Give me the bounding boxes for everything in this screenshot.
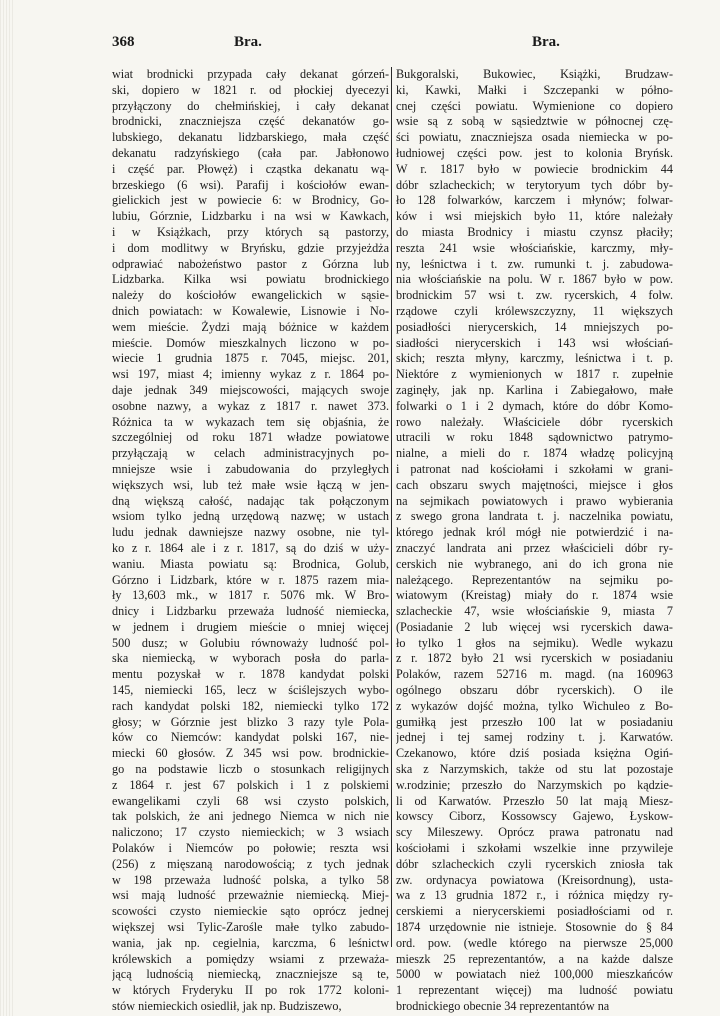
text-line: 1874 urzędownie nie istnieje. Stosownie do § 84 bbox=[396, 920, 673, 935]
text-line: W r. 1817 było w powiecie brodnickim 44 bbox=[396, 161, 673, 176]
text-line: przyłączony do chełmińskiej, i cały dekanat bbox=[112, 98, 389, 113]
text-line: którego jednak król mógł nie potwierdzić i na- bbox=[396, 525, 673, 540]
text-line: osobne nazwy, a wykaz z 1817 r. nawet 373. bbox=[112, 398, 389, 413]
text-line: ło 128 folwarków, karczem i młynów; folwar- bbox=[396, 193, 673, 208]
text-line: gumiłką jest przeszło 100 lat w posiadaniu bbox=[396, 714, 673, 729]
text-line: ord. pow. (wedle którego na pierwsze 25,000 bbox=[396, 935, 673, 950]
text-line: 500 dusz; w Golubiu równoważy ludność pol- bbox=[112, 635, 389, 650]
text-line: Polaków, razem 52716 m. magd. (na 160963 bbox=[396, 667, 673, 682]
text-line: stów niemieckich osiedlił, jak np. Budziszewo, bbox=[112, 999, 342, 1014]
text-line: dnicy i Lidzbarku przeważa ludność niemiecka, bbox=[112, 604, 389, 619]
text-line: Niektóre z wymienionych w 1817 r. zupełnie bbox=[396, 367, 673, 382]
text-line: ska niemiecką, w wyborach posła do parla- bbox=[112, 651, 389, 666]
text-line: cerskich nie wybranego, ani do ich grona nie bbox=[396, 556, 673, 571]
text-line: wsie są z sobą w sąsiedztwie w północnej czę- bbox=[396, 114, 673, 129]
page-edge bbox=[0, 0, 14, 1016]
text-line: w których Fryderyku II po rok 1772 koloni- bbox=[112, 983, 389, 998]
text-column-right bbox=[396, 67, 673, 1015]
text-line: (Posiadanie 2 lub więcej wsi rycerskich dawa- bbox=[396, 619, 673, 634]
text-line: łudniowej części pow. jest to kolonia Bryńsk. bbox=[396, 145, 673, 160]
text-line: szlacheckie 47, wsie włościańskie 9, miasta 7 bbox=[396, 604, 673, 619]
text-line: i część par. Płowęż) i cząstka dekanatu wą- bbox=[112, 161, 389, 176]
text-line: wiat brodnicki przypada cały dekanat górzeń- bbox=[112, 67, 389, 81]
text-line: ły 13,603 mk., w 1817 r. 5076 mk. W Bro- bbox=[112, 588, 389, 603]
text-line: z r. 1872 było 21 wsi rycerskich w posiadaniu bbox=[396, 651, 673, 666]
text-line: brodnickiego obecnie 34 reprezentantów na bbox=[396, 999, 610, 1014]
text-line: większych wsi, lub też małe wsie łączą w jen- bbox=[112, 477, 389, 492]
text-line: brodnicki, znaczniejsza część dekanatów go- bbox=[112, 114, 389, 129]
text-line: wsi mają ludność przeważnie niemiecką. Miej- bbox=[112, 888, 389, 903]
text-line: na sejmikach powiatowych i prawo wybierania bbox=[396, 493, 673, 508]
text-line: cnej części powiatu. Wymienione co dopiero bbox=[396, 98, 673, 113]
text-line: przyłączają w celach administracyjnych po- bbox=[112, 446, 389, 461]
text-line: i dom modlitwy w Bryńsku, gdzie przyjeżdża bbox=[112, 240, 389, 255]
text-line: dnich powiatach: w Kowalewie, Lisnowie i No- bbox=[112, 303, 389, 318]
text-line: waniu. Miasta powiatu są: Brodnica, Golub, bbox=[112, 556, 389, 571]
text-line: znaczyć landrata ani przez właścicieli dóbr ry- bbox=[396, 540, 673, 555]
text-line: (256) z mięszaną narodowością; z tych jednak bbox=[112, 856, 389, 871]
text-line: dóbr szlacheckich; w terytoryum tych dóbr by- bbox=[396, 177, 673, 192]
text-line: mieście. Domów mieszkalnych liczono w po- bbox=[112, 335, 389, 350]
text-line: do miasta Brodnicy i miastu czynsz płaciły; bbox=[396, 224, 673, 239]
text-line: rządowe czyli królewszczyzny, 11 większych bbox=[396, 303, 673, 318]
text-line: królewskich a pomiędzy wsiami z przeważa- bbox=[112, 951, 389, 966]
text-line: dóbr szlacheckich czyli rycerskich zniosła tak bbox=[396, 856, 673, 871]
text-line: szczególniej od roku 1871 władze powiatowe bbox=[112, 430, 389, 445]
text-line: Czekanowo, które dziś posiada księżna Ogiń- bbox=[396, 746, 673, 761]
text-line: ło tylko 1 głos na sejmiku). Wedle wykazu bbox=[396, 635, 673, 650]
text-line: ków i wsi miejskich było 11, które należały bbox=[396, 209, 673, 224]
text-line: skich; reszta młyny, karczmy, leśnictwa i t. p. bbox=[396, 351, 673, 366]
running-head-right: Bra. bbox=[532, 34, 560, 50]
text-line: naliczono; 17 czysto niemieckich; w 3 wsiach bbox=[112, 825, 389, 840]
text-line: siadłości nierycerskich i 143 wsi włościań- bbox=[396, 335, 673, 350]
text-line: z wykazów dojść można, tylko Wichuleo z Bo- bbox=[396, 698, 673, 713]
text-line: 5000 w powiatach nież 100,000 mieszkańców bbox=[396, 967, 673, 982]
text-line: ko z r. 1864 ale i z r. 1817, są do dziś w uży- bbox=[112, 540, 389, 555]
text-line: z 1864 r. jest 67 polskich i 1 z polskiemi bbox=[112, 777, 389, 792]
text-line: mieszk 25 reprezentantów, a na każde dalsze bbox=[396, 951, 673, 966]
text-line: mniejsze wsie i zabudowania do przyległych bbox=[112, 461, 389, 476]
column-divider bbox=[391, 67, 392, 947]
text-line: w.rodzinie; przeszło do Narzymskich po kądzie- bbox=[396, 777, 673, 792]
text-line: reszta 241 wsie włościańskie, karczmy, mły- bbox=[396, 240, 673, 255]
text-line: ska z Narzymskich, także od stu lat pozostaje bbox=[396, 762, 673, 777]
running-head-left: Bra. bbox=[234, 34, 262, 50]
text-line: ków co Niemców: kandydat polski 167, nie- bbox=[112, 730, 389, 745]
text-line: brodnickim 57 wsi t. zw. rycerskich, 4 folw. bbox=[396, 288, 673, 303]
text-line: nialne, a mieli do r. 1874 władzę policyjną bbox=[396, 446, 673, 461]
text-line: cerskiemi a nierycerskiemi posiadłościami od r. bbox=[396, 904, 673, 919]
text-line: 1 reprezentant więcej) ma ludność powiatu bbox=[396, 983, 673, 998]
text-line: jącą ludnością niemiecką, znaczniejsze są te, bbox=[112, 967, 389, 982]
text-line: i patronat nad kościołami i szkołami w grani- bbox=[396, 461, 673, 476]
text-line: gielickich jest w powiecie 6: w Brodnicy, Go- bbox=[112, 193, 389, 208]
text-line: w 198 przeważa ludność polska, a tylko 58 bbox=[112, 872, 389, 887]
text-line: 145, niemiecki 165, lecz w ściślejszych wybo- bbox=[112, 683, 389, 698]
text-line: rowo należały. Właściciele dóbr rycerskich bbox=[396, 414, 673, 429]
text-line: lubiu, Górznie, Lidzbarku i na wsi w Kawkach, bbox=[112, 209, 389, 224]
text-line: ogólnego obszaru dóbr rycerskich). O ile bbox=[396, 683, 673, 698]
text-line: odprawiać nabożeństwo pastor z Górzna lub bbox=[112, 256, 389, 271]
text-line: kowscy Ciborz, Kossowscy Gajewo, Łyskow- bbox=[396, 809, 673, 824]
text-line: Górzno i Lidzbark, które w r. 1875 razem mia- bbox=[112, 572, 389, 587]
text-line: należącego. Reprezentantów na sejmiku po- bbox=[396, 572, 673, 587]
text-line: rach kandydat polski 182, niemiecki tylko 172 bbox=[112, 698, 389, 713]
text-line: kościołami i szkołami wszelkie inne przywileje bbox=[396, 841, 673, 856]
text-line: ski, dopiero w 1821 r. od płockiej dyecezyi bbox=[112, 82, 389, 97]
text-line: utracili w roku 1848 sądownictwo patrymo- bbox=[396, 430, 673, 445]
text-line: i w Książkach, przy których są pastorzy, bbox=[112, 224, 389, 239]
text-line: brzeskiego (6 wsi). Parafij i kościołów ewan- bbox=[112, 177, 389, 192]
text-line: miecki 60 głosów. Z 345 wsi pow. brodnickie- bbox=[112, 746, 389, 761]
text-line: większej wsi Tylic-Zarośle małe tylko zabudo- bbox=[112, 920, 389, 935]
text-line: dną większą całość, nadając tak połączonym bbox=[112, 493, 389, 508]
page-header bbox=[112, 34, 684, 56]
text-line: Różnica ta w wykazach tem się objaśnia, że bbox=[112, 414, 389, 429]
text-line: posiadłości nierycerskich, 14 mniejszych po- bbox=[396, 319, 673, 334]
text-line: scowości czysto niemieckie sąto oprócz jednej bbox=[112, 904, 389, 919]
text-line: scy Mileszewy. Oprócz prawa patronatu nad bbox=[396, 825, 673, 840]
text-line: wsiom tylko jedną urzędową nazwę; w ustach bbox=[112, 509, 389, 524]
text-line: wiecie 1 grudnia 1875 r. 7045, miejsc. 201, bbox=[112, 351, 389, 366]
text-line: ludu jednak dawniejsze nazwy osobne, nie tyl- bbox=[112, 525, 389, 540]
text-line: dekanatu radzyńskiego (cała par. Jabłonowo bbox=[112, 145, 389, 160]
text-line: wsi 197, miast 4; imienny wykaz z r. 1864 po- bbox=[112, 367, 389, 382]
text-line: w jednem i drugiem mieście o mniej więcej bbox=[112, 619, 389, 634]
text-line: nia włościańskie na polu. W r. 1867 było w pow. bbox=[396, 272, 673, 287]
text-line: ny, leśnictwa i t. zw. rumunki t. j. zabudowa- bbox=[396, 256, 673, 271]
text-line: tak polskich, że ani jednego Niemca w nich nie bbox=[112, 809, 389, 824]
text-line: wem mieście. Żydzi mają bóżnice w każdem bbox=[112, 319, 389, 334]
text-line: ści powiatu, znaczniejsza osada niemiecka w po- bbox=[396, 130, 673, 145]
text-line: wiatowym (Kreistag) miały do r. 1874 wsie bbox=[396, 588, 673, 603]
page-number: 368 bbox=[112, 34, 135, 50]
text-line: cach obszaru swych majętności, miejsce i głos bbox=[396, 477, 673, 492]
text-line: należy do kościołów ewangelickich w sąsie- bbox=[112, 288, 389, 303]
text-line: Polaków i Niemców po połowie; reszta wsi bbox=[112, 841, 389, 856]
text-line: lubskiego, dekanatu lidzbarskiego, mała część bbox=[112, 130, 389, 145]
text-line: głosy; w Górznie jest blizko 3 razy tyle Pola- bbox=[112, 714, 389, 729]
text-line: ki, Kawki, Małki i Szczepanki w półno- bbox=[396, 82, 673, 97]
text-line: zaginęły, jak np. Karlina i Zabiegałowo, małe bbox=[396, 382, 673, 397]
text-line: wa z 13 grudnia 1872 r., i różnica między ry- bbox=[396, 888, 673, 903]
text-line: Bukgoralski, Bukowiec, Książki, Brudzaw- bbox=[396, 67, 673, 81]
text-line: ewangelikami czyli 68 wsi czysto polskich, bbox=[112, 793, 389, 808]
text-line: daje jednak 349 miejscowości, mających swoje bbox=[112, 382, 389, 397]
text-line: Lidzbarka. Kilka wsi powiatu brodnickiego bbox=[112, 272, 389, 287]
text-column-left bbox=[112, 67, 389, 1015]
text-line: zw. ordynacya powiatowa (Kreisordnung), usta- bbox=[396, 872, 673, 887]
text-line: mentu pozyskał w r. 1878 kandydat polski bbox=[112, 667, 389, 682]
text-line: folwarki o 1 i 2 dymach, które do dóbr Komo- bbox=[396, 398, 673, 413]
text-line: jednej i tej samej rodziny t. j. Karwatów. bbox=[396, 730, 673, 745]
text-line: wania, jak np. cegielnia, karczma, 6 leśnictw bbox=[112, 935, 389, 950]
text-line: li od Karwatów. Przeszło 50 lat mają Miesz- bbox=[396, 793, 673, 808]
text-line: go na podstawie liczb o stosunkach religijnych bbox=[112, 762, 389, 777]
text-line: z swego grona landrata t. j. naczelnika powiatu, bbox=[396, 509, 673, 524]
